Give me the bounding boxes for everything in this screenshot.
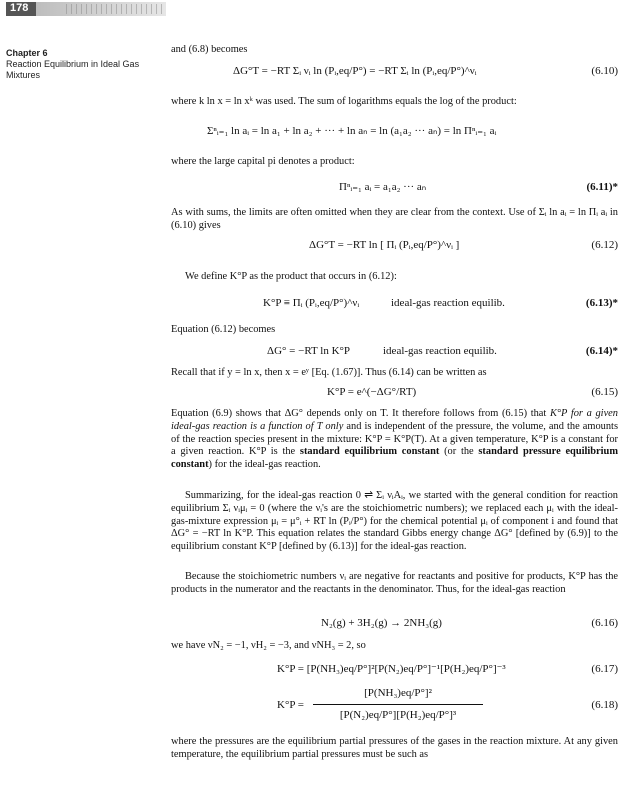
text-run: (or the xyxy=(439,446,479,458)
equation-note: ideal-gas reaction equilib. xyxy=(383,345,497,357)
equation-number: (6.12) xyxy=(591,239,618,251)
page-number: 178 xyxy=(10,2,29,14)
para-limits: As with sums, the limits are often omitted when they are clear from the context. Use of Σᵢ ln aᵢ = ln Πᵢ aᵢ in (6.10) gives xyxy=(171,207,618,231)
equation-body: ΔG°T = −RT Σᵢ νᵢ ln (Pᵢ,eq/P°) = −RT Σᵢ ln (Pᵢ,eq/P°)^νᵢ xyxy=(233,65,477,77)
equation-6-11 xyxy=(171,180,618,198)
equation-body: K°P ≡ Πᵢ (Pᵢ,eq/P°)^νᵢ xyxy=(263,297,360,309)
equation-number: (6.17) xyxy=(591,663,618,675)
text-run-italic: K°P for a given ideal-gas reaction is a function of T only xyxy=(171,408,618,432)
text-run: ) for the ideal-gas reaction. xyxy=(208,459,321,471)
equation-body: N₂(g) + 3H₂(g) → 2NH₃(g) xyxy=(321,617,442,629)
para-intro: and (6.8) becomes xyxy=(171,44,248,55)
equation-6-14 xyxy=(171,344,618,362)
para-stoichiometric: Because the stoichiometric numbers νᵢ are negative for reactants and positive for products, K°P has the products in the numerator and the reactants in the denominator. Thus, for the ideal-gas reaction xyxy=(171,571,618,595)
equation-number: (6.18) xyxy=(591,699,618,711)
equation-number: (6.15) xyxy=(591,386,618,398)
equation-6-10 xyxy=(171,64,618,82)
fraction-bar xyxy=(313,704,483,705)
equation-denominator: [P(N₂)eq/P°][P(H₂)eq/P°]³ xyxy=(339,709,457,721)
equation-6-16 xyxy=(171,616,618,634)
equation-number: (6.16) xyxy=(591,617,618,629)
equation-body: Πⁿᵢ₌₁ aᵢ = a₁a₂ ··· aₙ xyxy=(339,181,427,193)
text-run-bold: standard equilibrium constant xyxy=(299,446,440,458)
equation-number: (6.10) xyxy=(591,65,618,77)
equation-number: (6.14)* xyxy=(585,345,618,357)
text-run: and is independent of the pressure, the volume, and the amounts of the reaction species present in the mixture: K°P = K°P(T). At a given temperature, K°P is a constant for a given reaction. K°P is the xyxy=(171,420,618,458)
equation-numerator: [P(NH₃)eq/P°]² xyxy=(364,687,432,699)
equation-body: K°P = [P(NH₃)eq/P°]²[P(N₂)eq/P°]⁻¹[P(H₂)eq/P°]⁻³ xyxy=(277,663,506,675)
chapter-sidebar xyxy=(6,48,166,81)
equation-number: (6.11)* xyxy=(586,181,618,193)
para-summarizing: Summarizing, for the ideal-gas reaction 0 ⇌ Σᵢ νᵢAᵢ, we started with the general condition for reaction equilibrium Σᵢ νᵢμᵢ = 0 (where the νᵢ's are the stoichiometric numbers); we replaced each μᵢ with the ideal-gas-mixture expression μᵢ = μ°ᵢ + RT ln (Pᵢ/P°) for the chemical potential μᵢ of component i and found that ΔG° = −RT ln K°P. This equation relates the standard Gibbs energy change ΔG° [defined by (6.9)] to the equilibrium constant K°P [defined by (6.13)] for the ideal-gas reaction. xyxy=(171,490,618,553)
equation-body: K°P = e^(−ΔG°/RT) xyxy=(327,386,417,398)
chapter-label: Chapter 6 xyxy=(6,48,48,58)
equation-number: (6.13)* xyxy=(585,297,618,309)
para-log-note: where k ln x = ln xᵏ was used. The sum of logarithms equals the log of the product: xyxy=(171,96,517,107)
para-kp-function-of-t xyxy=(171,408,618,472)
page-number-bar xyxy=(6,2,166,16)
equation-6-12 xyxy=(171,238,618,260)
para-capital-pi: where the large capital pi denotes a product: xyxy=(171,156,355,167)
text-run: Equation (6.9) shows that ΔG° depends only on T. It therefore follows from (6.15) that xyxy=(171,408,550,419)
text-run-bold: standard pressure equilibrium constant xyxy=(171,446,618,471)
equation-sum-logs xyxy=(171,124,618,142)
para-recall: Recall that if y = ln x, then x = eʸ [Eq. (1.67)]. Thus (6.14) can be written as xyxy=(171,367,487,378)
equation-body: Σⁿᵢ₌₁ ln aᵢ = ln a₁ + ln a₂ + ··· + ln aₙ = ln (a₁a₂ ··· aₙ) = ln Πⁿᵢ₌₁ aᵢ xyxy=(207,125,497,137)
equation-6-17 xyxy=(171,662,618,680)
chapter-title: Reaction Equilibrium in Ideal Gas Mixtures xyxy=(6,59,140,80)
para-define-kp: We define K°P as the product that occurs in (6.12): xyxy=(185,271,397,282)
equation-lhs: K°P = xyxy=(277,699,305,711)
para-nu-values: we have νN₂ = −1, νH₂ = −3, and νNH₃ = 2, so xyxy=(171,640,366,651)
equation-6-18 xyxy=(171,686,618,726)
equation-body: ΔG° = −RT ln K°P xyxy=(267,345,351,357)
header-rule xyxy=(66,4,166,14)
equation-body: ΔG°T = −RT ln [ Πᵢ (Pᵢ,eq/P°)^νᵢ ] xyxy=(309,239,460,251)
equation-6-15 xyxy=(171,385,618,403)
equation-note: ideal-gas reaction equilib. xyxy=(391,297,505,309)
para-partial-pressures: where the pressures are the equilibrium partial pressures of the gases in the reaction mixture. At any given temperature, the equilibrium partial pressures must be such as xyxy=(171,736,618,760)
para-612-becomes: Equation (6.12) becomes xyxy=(171,324,276,335)
equation-6-13 xyxy=(171,296,618,314)
